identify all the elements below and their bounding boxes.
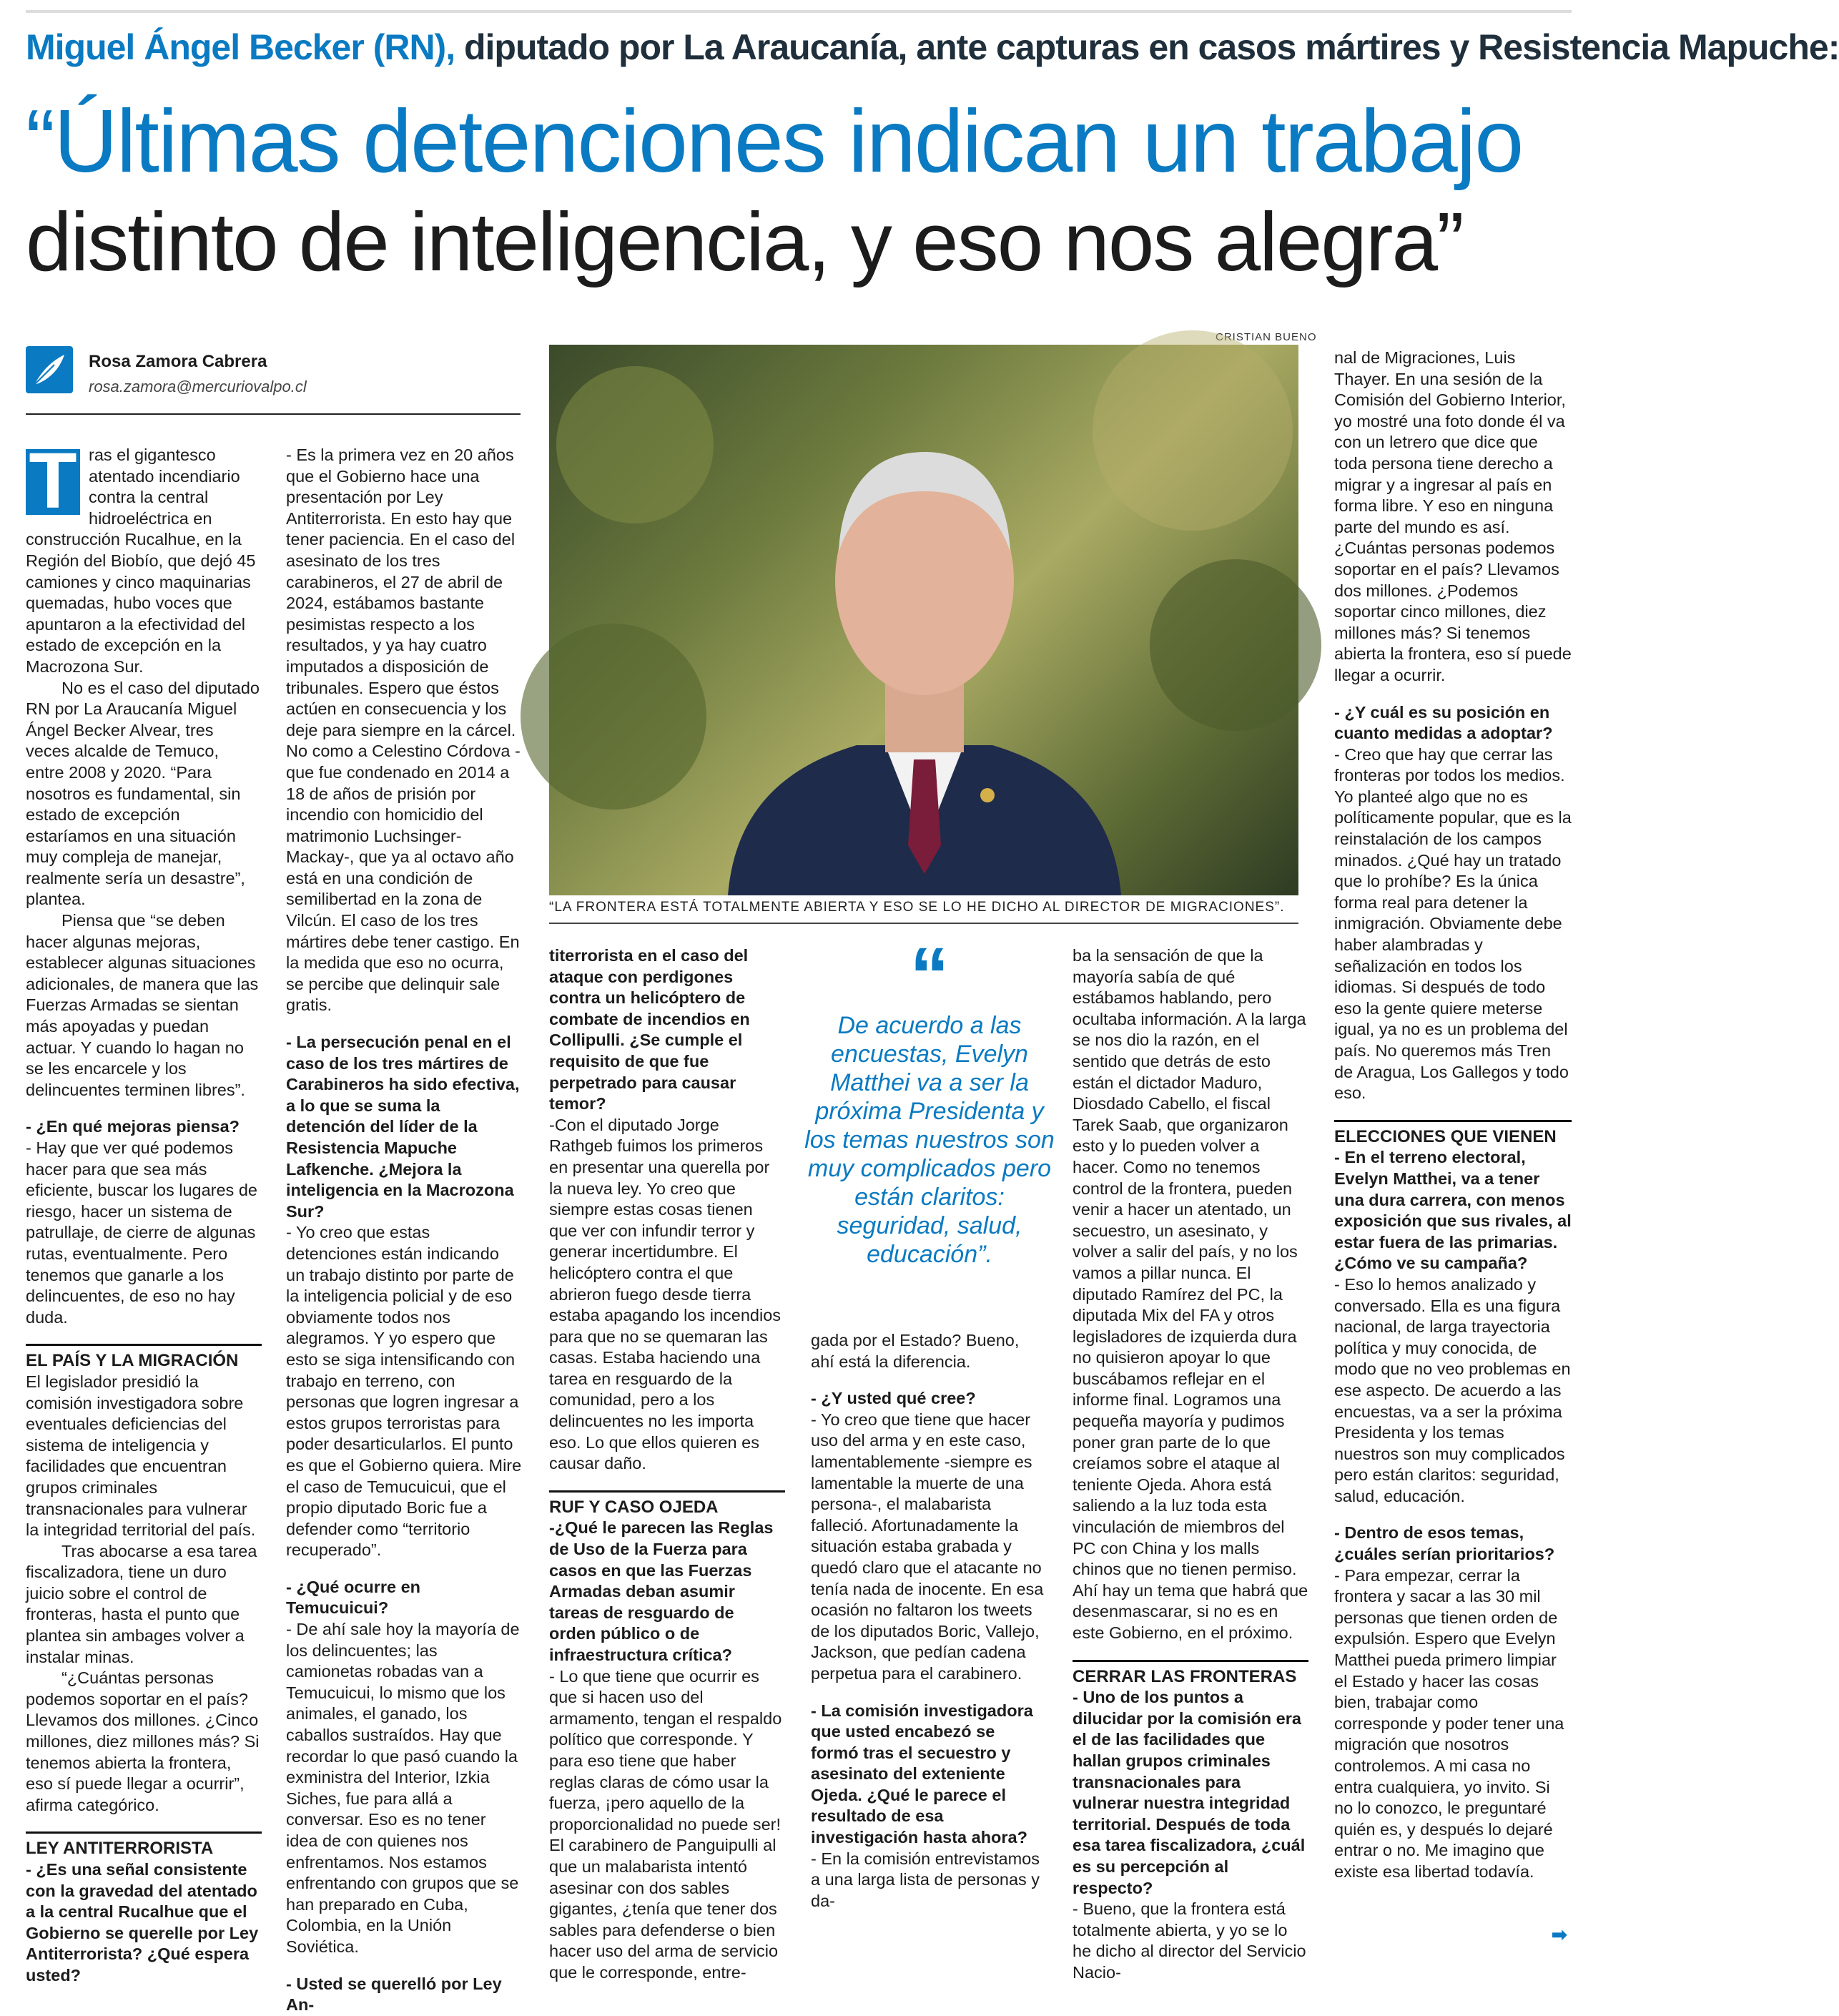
question: - ¿Y usted qué cree? bbox=[811, 1389, 976, 1408]
kicker bbox=[26, 26, 1839, 69]
paragraph: “¿Cuántas personas podemos soportar en el país? Llevamos dos millones. ¿Cinco millones, diez millones más? Si tenemos abierta la frontera, eso sí puede llegar a ocurrir”, afirma categórico. bbox=[26, 1668, 260, 1814]
answer: - Bueno, que la frontera está totalmente abierta, y yo se lo he dicho al director del Servicio Nacio- bbox=[1073, 1899, 1306, 1982]
answer: nal de Migraciones, Luis Thayer. En una sesión de la Comisión del Gobierno Interior, yo mostré una foto donde él va con un letrero que dice que toda persona tiene derecho a migrar y a ingresar al país en forma libre. Y eso en ninguna parte del mundo es así. ¿Cuántas personas podemos soportar en el país? Llevamos dos millones. ¿Podemos soportar cinco millones, diez millones más? Si tenemos abierta la frontera, eso sí puede llegar a ocurrir. bbox=[1334, 348, 1572, 684]
answer: gada por el Estado? Bueno, ahí está la diferencia. bbox=[811, 1331, 1020, 1371]
question: - ¿En qué mejoras piensa? bbox=[26, 1117, 240, 1136]
column-2 bbox=[286, 445, 522, 2016]
question: - La comisión investigadora que usted encabezó se formó tras el secuestro y asesinato del exteniente Ojeda. ¿Qué le parece el resultado de esa investigación hasta ahora? bbox=[811, 1701, 1033, 1847]
question: - Dentro de esos temas, ¿cuáles serían prioritarios? bbox=[1334, 1523, 1555, 1564]
answer: - De ahí sale hoy la mayoría de los delincuentes; las camionetas robadas van a Temucuicui, lo mismo que los animales, el ganado, los caballos sustraídos. Hay que recordar lo que pasó cuando la exministra del Interior, Izkia Siches, fue para allá a conversar. Eso es no tener idea de con quienes nos enfrentamos. Nos estamos enfrentando con grupos que se han preparado en Cuba, Colombia, en la Unión Soviética. bbox=[286, 1620, 520, 1956]
author-email[interactable]: rosa.zamora@mercuriovalpo.cl bbox=[89, 378, 307, 395]
author-name: Rosa Zamora Cabrera bbox=[89, 352, 267, 371]
column-4 bbox=[811, 1330, 1047, 1912]
question: titerrorista en el caso del ataque con perdigones contra un helicóptero de combate de incendios en Collipulli. ¿Se cumple el requisito de que fue perpetrado para causar temor? bbox=[549, 946, 750, 1113]
section-heading: EL PAÍS Y LA MIGRACIÓN bbox=[26, 1344, 262, 1372]
photo-credit: CRISTIAN BUENO bbox=[1216, 331, 1317, 343]
question: - En el terreno electoral, Evelyn Matthei, va a tener una dura carrera, con menos exposición que sus rivales, al estar fuera de las primarias. ¿Cómo ve su campaña? bbox=[1334, 1148, 1572, 1273]
question: - ¿Es una señal consistente con la gravedad del atentado a la central Rucalhue que el Gobierno se querelle por Ley Antiterrorista? ¿Qué espera usted? bbox=[26, 1860, 259, 1985]
quote-mark-icon: “ bbox=[909, 932, 950, 1020]
top-rule bbox=[26, 10, 1572, 13]
column-6 bbox=[1334, 348, 1572, 1883]
paragraph: El legislador presidió la comisión investigadora sobre eventuales deficiencias del sistema de inteligencia y facilidades que encuentran grupos criminales transnacionales para vulnerar la integridad territorial del país. bbox=[26, 1372, 256, 1540]
question: - La persecución penal en el caso de los tres mártires de Carabineros ha sido efectiva, a lo que se suma la detención del líder de la Resistencia Mapuche Lafkenche. ¿Mejora la inteligencia en la Macrozona Sur? bbox=[286, 1033, 520, 1221]
question: - Usted se querelló por Ley An- bbox=[286, 1974, 502, 2015]
pull-quote bbox=[801, 932, 1058, 1269]
column-1 bbox=[26, 437, 262, 1987]
section-heading: RUF Y CASO OJEDA bbox=[549, 1490, 785, 1518]
paragraph: ras el gigantesco atentado incendiario contra la central hidroeléctrica en construcción Rucalhue, en la Región del Biobío, que dejó 45 camiones y cinco maquinarias quemadas, hubo voces que apuntaron a la efectividad del estado de excepción en la Macrozona Sur. bbox=[26, 446, 256, 676]
question: - Uno de los puntos a dilucidar por la comisión era el de las facilidades que hallan grupos criminales transnacionales para vulnerar nuestra integridad territorial. Después de toda esa tarea fiscalizadora, ¿cuál es su percepción al respecto? bbox=[1073, 1688, 1306, 1897]
kicker-name: Miguel Ángel Becker (RN), bbox=[26, 27, 455, 67]
answer: ba la sensación de que la mayoría sabía de qué estábamos hablando, pero ocultaba información. A la larga se nos dio la razón, en el sentido que detrás de esto están el dictador Maduro, Diosdado Cabello, el fiscal Tarek Saab, que organizaron esto y lo pueden volver a hacer. Como no tenemos control de la frontera, pueden venir a hacer un atentado, un secuestro, un asesinato, y volver a salir del país, y no los vamos a pillar nunca. El diputado Ramírez del PC, la diputada Mix del FA y otros legisladores de izquierda dura no quisieron apoyar lo que buscábamos reflejar en el informe final. Logramos una pequeña mayoría y pudimos poner gran parte de lo que creíamos sobre el ataque al teniente Ojeda. Ahora está saliendo a la luz toda esta vinculación de miembros del PC con China y los malls chinos que no tienen permiso. Ahí hay un tema que habrá que desenmascarar, si no es en este Gobierno, en el próximo. bbox=[1073, 946, 1308, 1642]
answer: - Eso lo hemos analizado y conversado. Ella es una figura nacional, de larga trayectoria política y muy conocida, de modo que no veo problemas en ese aspecto. De acuerdo a las encuestas, va a ser la próxima Presidenta y los temas nuestros son muy complicados pero están claritos: seguridad, salud, educación. bbox=[1334, 1274, 1571, 1505]
section-heading: ELECCIONES QUE VIENEN bbox=[1334, 1120, 1572, 1148]
answer: - En la comisión entrevistamos a una larga lista de personas y da- bbox=[811, 1849, 1040, 1910]
byline-rule bbox=[26, 413, 521, 415]
answer: - Para empezar, cerrar la frontera y sacar a las 30 mil personas que tienen orden de expulsión. Espero que Evelyn Matthei pueda primero limpiar el Estado y hacer las cosas bien, trabajar como corresponde y poder tener una migración que nosotros controlemos. A mi casa no entra cualquiera, yo invito. Si no lo conozco, le preguntaré quién es, y después lo dejaré entrar o no. Me imagino que existe esa libertad todavía. bbox=[1334, 1565, 1564, 1881]
photo-caption: “LA FRONTERA ESTÁ TOTALMENTE ABIERTA Y ESO SE LO HE DICHO AL DIRECTOR DE MIGRACIONES”. bbox=[549, 900, 1285, 915]
question: - ¿Y cuál es su posición en cuanto medidas a adoptar? bbox=[1334, 702, 1553, 743]
headline-line-1: “Últimas detenciones indican un trabajo bbox=[26, 92, 1523, 191]
question: -¿Qué le parecen las Reglas de Uso de la Fuerza para casos en que las Fuerzas Armadas deban asumir tareas de resguardo de orden público o de infraestructura crítica? bbox=[549, 1518, 774, 1664]
feather-icon bbox=[26, 346, 73, 393]
column-5 bbox=[1073, 945, 1308, 1984]
answer: - Es la primera vez en 20 años que el Gobierno hace una presentación por Ley Antiterrorista. En esto hay que tener paciencia. En el caso del asesinato de los tres carabineros, el 27 de abril de 2024, estábamos bastante pesimistas respecto a los resultados, y ya hay cuatro imputados a disposición de tribunales. Espero que éstos actúen en consecuencia y los deje para siempre en la cárcel. No como a Celestino Córdova -que fue condenado en 2014 a 18 de años de prisión por incendio con homicidio del matrimonio Luchsinger-Mackay-, que ya al octavo año está en una condición de semilibertad en la zona de Vilcún. El caso de los tres mártires debe tener castigo. En la medida que eso no ocurra, se percibe que delinquir sale gratis. bbox=[286, 446, 521, 1015]
column-3 bbox=[549, 945, 785, 1984]
section-heading: CERRAR LAS FRONTERAS bbox=[1073, 1660, 1308, 1688]
pull-quote-text: De acuerdo a las encuestas, Evelyn Matthei va a ser la próxima Presidenta y los temas nuestros son muy complicados pero están claritos: seguridad, salud, educación”. bbox=[804, 1012, 1055, 1268]
answer: - Lo que tiene que ocurrir es que si hacen uso del armamento, tengan el respaldo político que corresponde. Y para eso tiene que haber reglas claras de cómo usar la fuerza, ¡pero aquello de la proporcionalidad no puede ser! El carabinero de Panguipulli al que un malabarista intentó asesinar con dos sables gigantes, ¿tenía que tener dos sables para defenderse o bien hacer uso del arma de servicio que le corresponde, entre- bbox=[549, 1666, 782, 1982]
answer: - Yo creo que tiene que hacer uso del arma y en este caso, lamentablemente -siempre es lamentable la muerte de una persona-, el malabarista falleció. Afortunadamente la situación estaba grabada y quedó claro que el atacante no tenía nada de inocente. En esa ocasión no faltaron los tweets de los diputados Boric, Vallejo, Jackson, que pedían cadena perpetua para el carabinero. bbox=[811, 1410, 1044, 1683]
answer: - Yo creo que estas detenciones están indicando un trabajo distinto por parte de la inteligencia policial y de eso obviamente todos nos alegramos. Y yo espero que esto se siga intensificando con trabajo en terreno, con personas que logren ingresar a estos grupos terroristas para poder desarticularlos. El punto es que el Gobierno quiera. Mire el caso de Temucuicui, que el propio diputado Boric fue a defender como “territorio recuperado”. bbox=[286, 1223, 522, 1560]
section-heading: LEY ANTITERRORISTA bbox=[26, 1831, 262, 1859]
answer: - Hay que ver qué podemos hacer para que sea más eficiente, buscar los lugares de riesgo, hacer un sistema de patrullaje, de cierre de algunas rutas, eventualmente. Pero tenemos que ganarle a los delincuentes, de eso no hay duda. bbox=[26, 1139, 257, 1327]
caption-rule bbox=[549, 923, 1298, 924]
drop-cap: T bbox=[26, 449, 80, 515]
headline bbox=[26, 92, 1584, 292]
answer: -Con el diputado Jorge Rathgeb fuimos los primeros en presentar una querella por la nueva ley. Yo creo que siempre estas cosas tienen que ver con infundir terror y generar incertidumbre. El helicóptero contra el que abrieron fuego desde tierra estaba apagando los incendios para que no se quemaran las casas. Estaba haciendo una tarea en resguardo de la comunidad, pero a los delincuentes no les importa eso. Lo que ellos quieren es causar daño. bbox=[549, 1115, 782, 1473]
question: - ¿Qué ocurre en Temucuicui? bbox=[286, 1577, 421, 1618]
paragraph: Piensa que “se deben hacer algunas mejoras, establecer algunas situaciones adicionales, de manera que las Fuerzas Armadas se sientan más apoyadas y puedan actuar. Y cuando lo hagan no se les encarcele y los delincuentes terminen libres”. bbox=[26, 911, 259, 1099]
byline bbox=[26, 342, 526, 413]
continue-arrow-icon: ➡ bbox=[1552, 1924, 1567, 1945]
paragraph: Tras abocarse a esa tarea fiscalizadora, tiene un duro juicio sobre el control de fronteras, hasta el punto que plantea sin ambages volver a instalar minas. bbox=[26, 1541, 257, 1666]
answer: - Creo que hay que cerrar las fronteras por todos los medios. Yo planteé algo que no es políticamente popular, que es la reinstalación de los campos minados. ¿Qué hay un tratado que lo prohíbe? Es la única forma real para detener la inmigración. Obviamente debe haber alambradas y señalización en todos los idiomas. Si después de todo eso la gente quiere meterse igual, ya no es un problema del país. No queremos más Tren de Aragua, Los Gallegos y todo eso. bbox=[1334, 744, 1572, 1103]
headline-line-2: distinto de inteligencia, y eso nos alegra” bbox=[26, 195, 1463, 288]
portrait-photo bbox=[549, 345, 1298, 895]
kicker-rest: diputado por La Araucanía, ante capturas en casos mártires y Resistencia Mapuche: bbox=[455, 27, 1839, 67]
paragraph: No es el caso del diputado RN por La Araucanía Miguel Ángel Becker Alvear, tres veces alcalde de Temuco, entre 2008 y 2020. “Para nosotros es fundamental, sin estado de excepción estaríamos en una situación muy compleja de manejar, realmente sería un desastre”, plantea. bbox=[26, 678, 260, 909]
